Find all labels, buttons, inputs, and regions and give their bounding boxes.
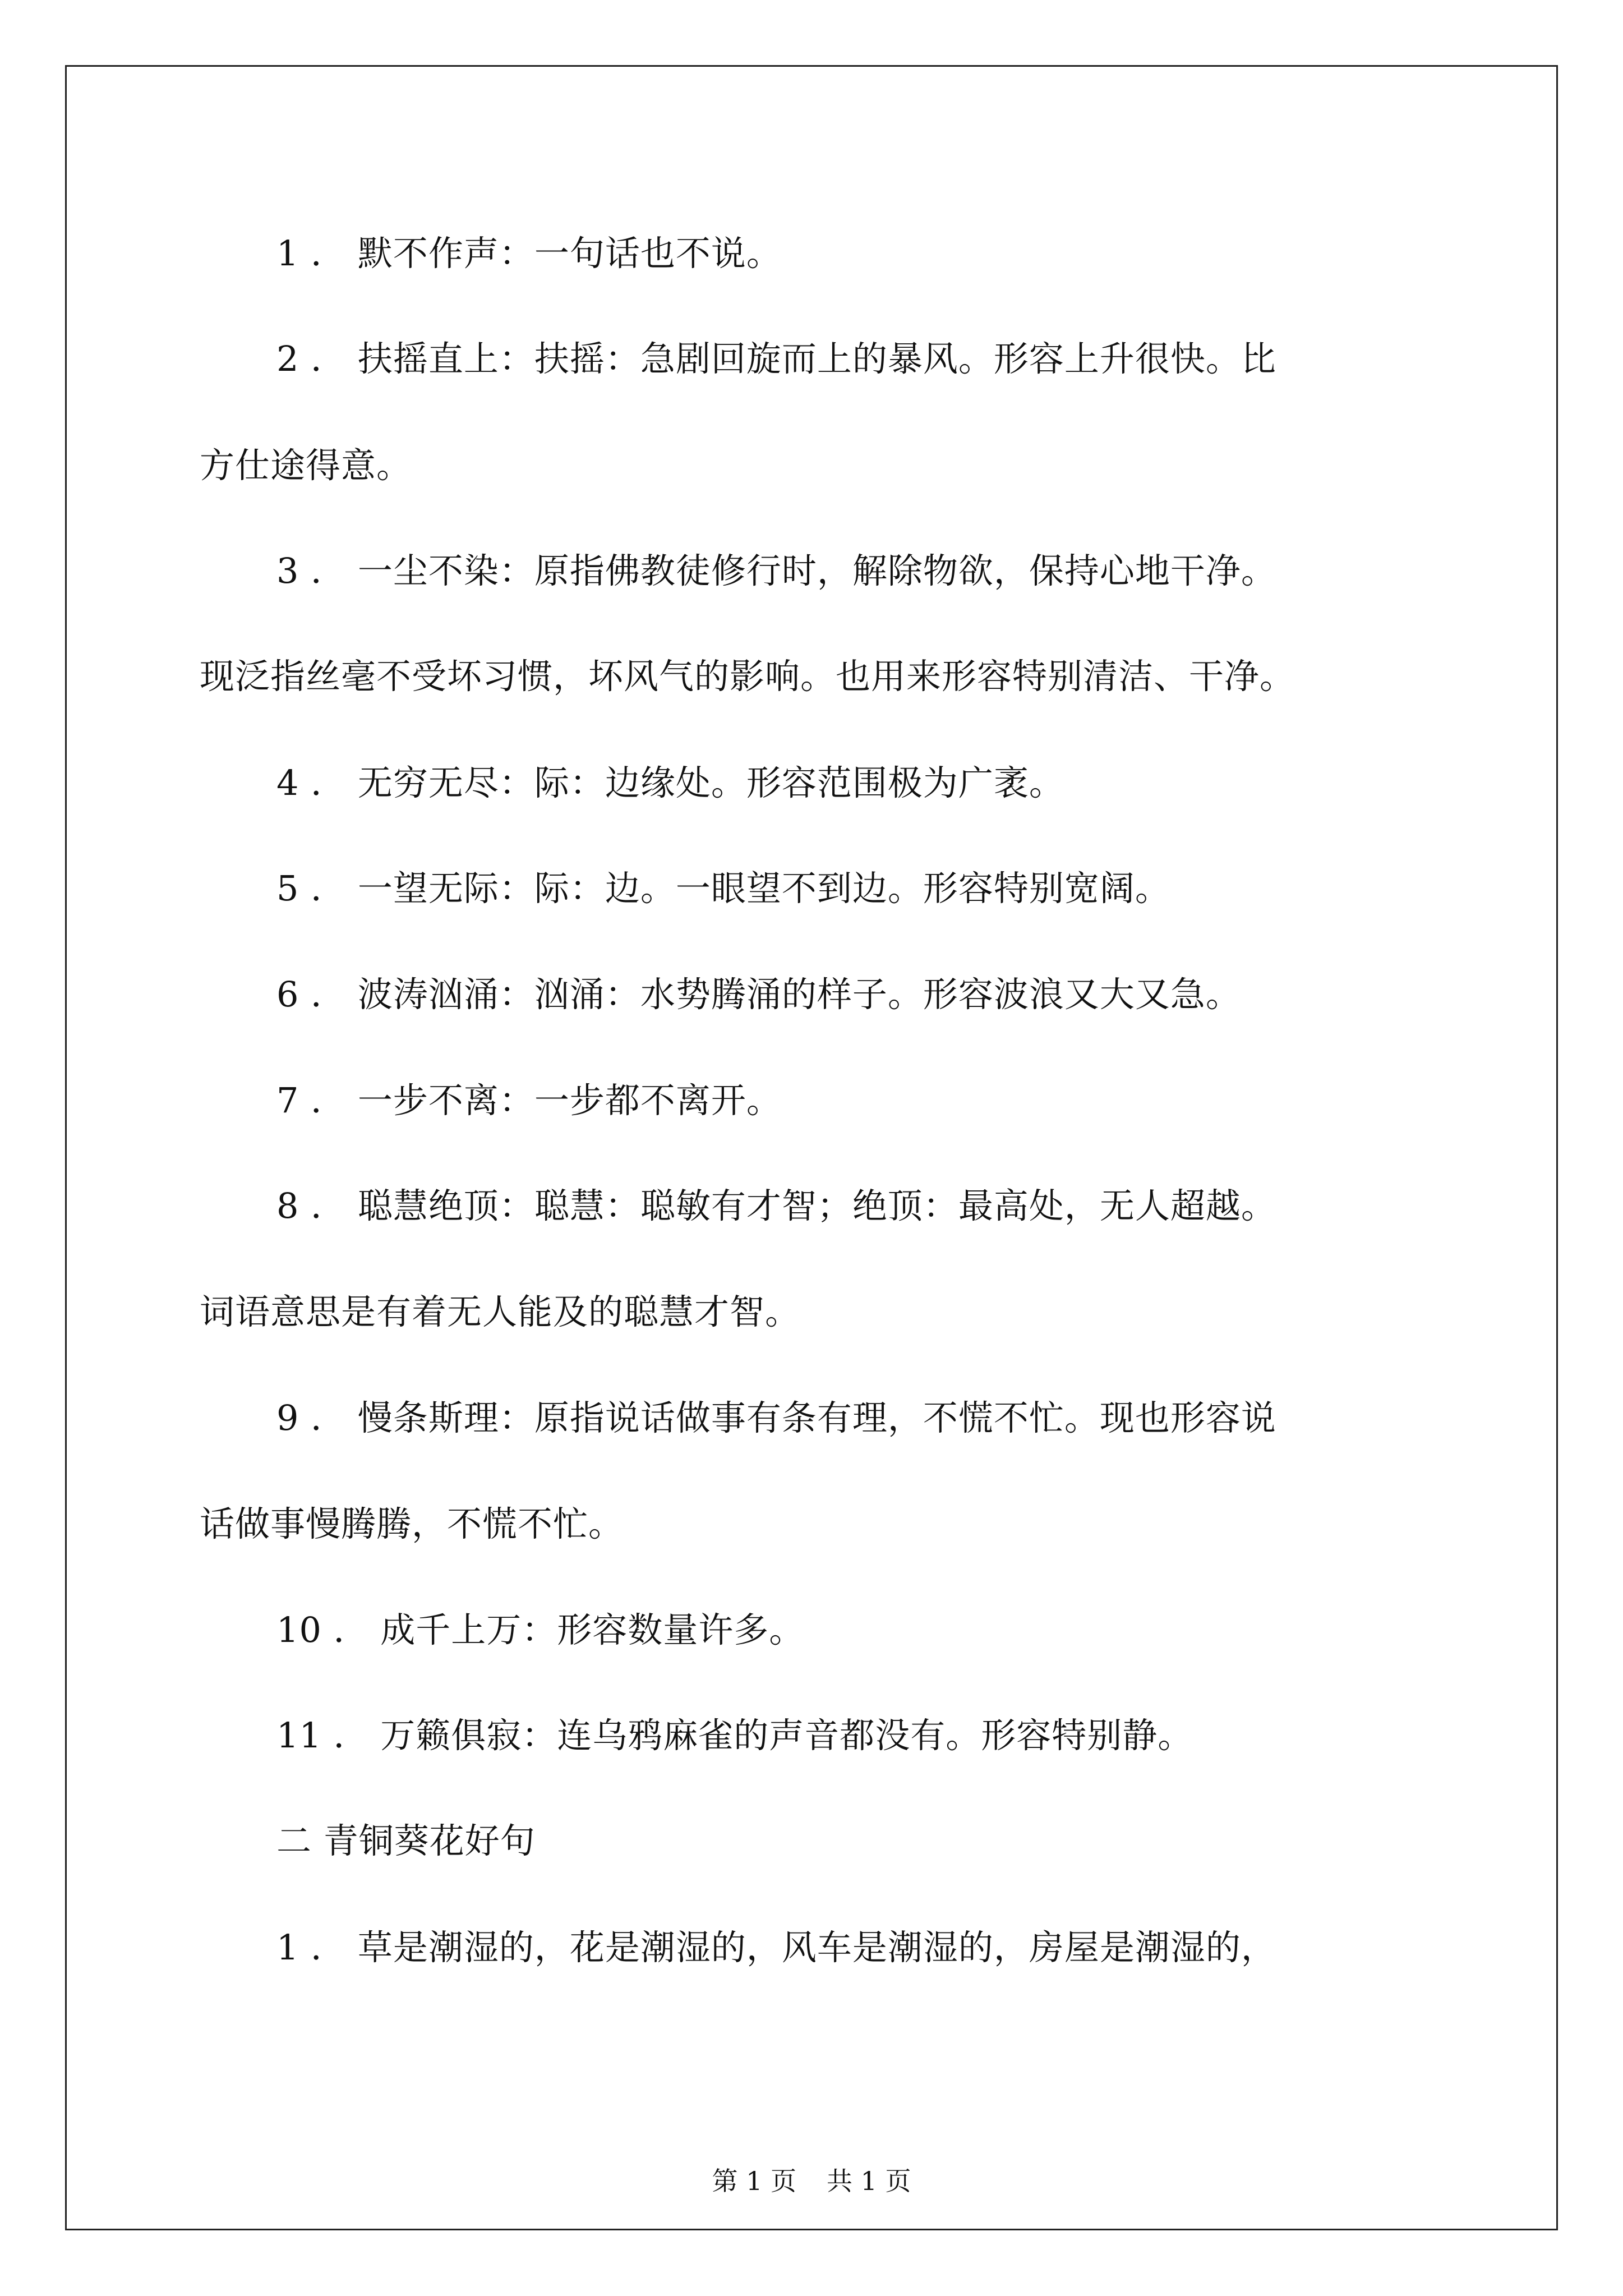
item-5-line: 5 ． 一望无际：际：边。一眼望不到边。形容特别宽阔。 — [276, 868, 1170, 909]
item-8-continuation: 词语意思是有着无人能及的聪慧才智。 — [200, 1291, 801, 1332]
item-2-line: 2 ． 扶摇直上：扶摇：急剧回旋而上的暴风。形容上升很快。比 — [276, 338, 1276, 379]
item-7-line: 7 ． 一步不离：一步都不离开。 — [276, 1080, 782, 1121]
item-3-line: 3 ． 一尘不染：原指佛教徒修行时，解除物欲，保持心地干净。 — [276, 550, 1276, 591]
item-9-continuation: 话做事慢腾腾，不慌不忙。 — [200, 1503, 624, 1544]
item-2-continuation: 方仕途得意。 — [200, 445, 412, 486]
item-3-continuation: 现泛指丝毫不受坏习惯，坏风气的影响。也用来形容特别清洁、干净。 — [200, 656, 1295, 697]
item-4-line: 4 ． 无穷无尽：际：边缘处。形容范围极为广袤。 — [276, 762, 1064, 803]
page-number: 第 1 页 — [712, 2166, 796, 2196]
item-11-line: 11 ． 万籁俱寂：连乌鸦麻雀的声音都没有。形容特别静。 — [276, 1715, 1193, 1756]
section-heading: 二 青铜葵花好句 — [276, 1820, 536, 1861]
item-6-line: 6 ． 波涛汹涌：汹涌：水势腾涌的样子。形容波浪又大又急。 — [276, 974, 1241, 1015]
section-item-1-line: 1 ． 草是潮湿的，花是潮湿的，风车是潮湿的，房屋是潮湿的， — [276, 1927, 1276, 1968]
page-total: 共 1 页 — [827, 2166, 911, 2196]
item-9-line: 9 ． 慢条斯理：原指说话做事有条有理，不慌不忙。现也形容说 — [276, 1397, 1276, 1438]
item-10-line: 10 ． 成千上万：形容数量许多。 — [276, 1609, 805, 1650]
item-8-line: 8 ． 聪慧绝顶：聪慧：聪敏有才智；绝顶：最高处，无人超越。 — [276, 1185, 1276, 1226]
item-1-line: 1 ． 默不作声：一句话也不说。 — [276, 233, 782, 274]
page-footer — [0, 2164, 1623, 2198]
page-border — [65, 65, 1558, 2230]
